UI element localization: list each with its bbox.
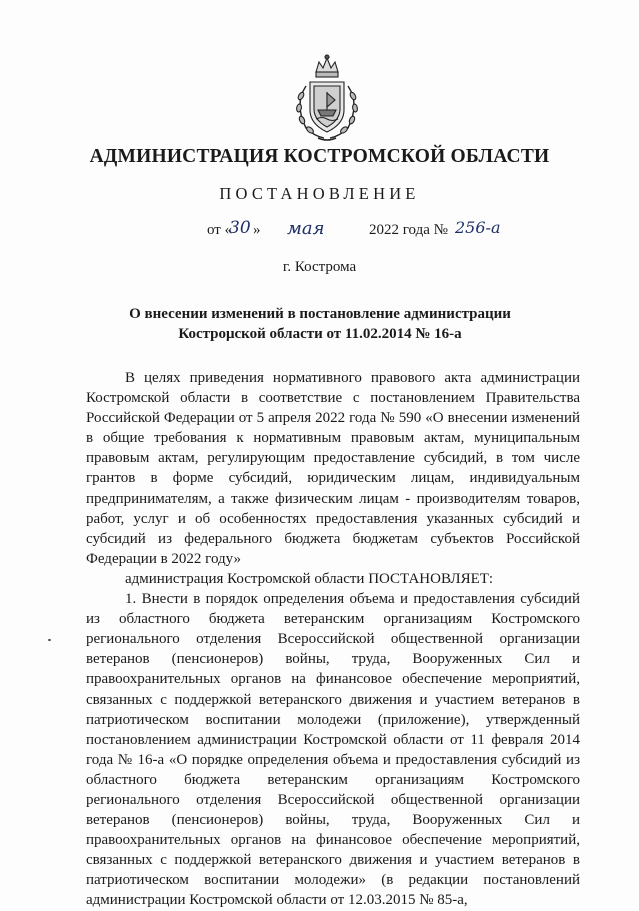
paragraph-resolves: администрация Костромской области ПОСТАНОВЛЯЕТ:	[125, 570, 494, 587]
city: г. Кострома	[282, 259, 357, 275]
date-line	[0, 218, 639, 244]
paragraph-preamble: В целях приведения нормативного правового акта администрации Костромской области в соответствие с постановлением Правительства Российской Федерации от 5 апреля 2022 года № 590 «О внесении изменений в общие требования к нормативным правовым актам, муниципальным правовым актам, регулирующим предоставление субсидий, в том числе грантов в форме субсидий, юридическим лицам, индивидуальным предпринимателям, а также физическим лицам - производителям товаров, работ, услуг и об особенностях предоставления указанных субсидий и субсидий из федерального бюджета бюджетам субъектов Российской Федерации в 2022 году»	[86, 370, 580, 567]
scan-speck	[48, 639, 51, 641]
date-year: 2022 года №	[369, 222, 448, 238]
document-body	[86, 368, 580, 911]
document-number: 256-а	[455, 218, 501, 237]
date-prefix: от «	[207, 222, 233, 238]
coat-of-arms-icon	[286, 52, 368, 144]
subject-line-2: Кострομской области от 11.02.2014 № 16-а	[178, 326, 462, 342]
organization-title: АДМИНИСТРАЦИЯ КОСТРОМСКОЙ ОБЛАСТИ	[89, 146, 550, 167]
date-day: 30	[229, 218, 251, 238]
document-subject	[60, 304, 580, 344]
date-close-quote: »	[253, 222, 261, 238]
document-type: ПОСТАНОВЛЕНИЕ	[219, 184, 420, 203]
paragraph-item-1: 1. Внести в порядок определения объема и предоставления субсидий из областного бюджета ветеранским организациям Костромского регионального отделения Всероссийской общественной организации ветеранов (пенсионеров) войны, труда, Вооруженных Сил и правоохранительных органов на финансовое обеспечение мероприятий, связанных с поддержкой ветеранского движения и участием ветеранов в патриотическом воспитании молодежи (приложение), утвержденный постановлением администрации Костромской области от 11 февраля 2014 года № 16-а «О порядке определения объема и предоставления субсидий из областного бюджета ветеранским организациям Костромского регионального отделения Всероссийской общественной организации ветеранов (пенсионеров) войны, труда, Вооруженных Сил и правоохранительных органов на финансовое обеспечение мероприятий, связанных с поддержкой ветеранского движения и участием ветеранов в патриотическом воспитании молодежи» (в редакции постановлений администрации Костромской области от 12.03.2015 № 85-а,	[86, 591, 580, 909]
date-month: мая	[287, 218, 325, 239]
subject-line-1: О внесении изменений в постановление администрации	[129, 306, 511, 322]
